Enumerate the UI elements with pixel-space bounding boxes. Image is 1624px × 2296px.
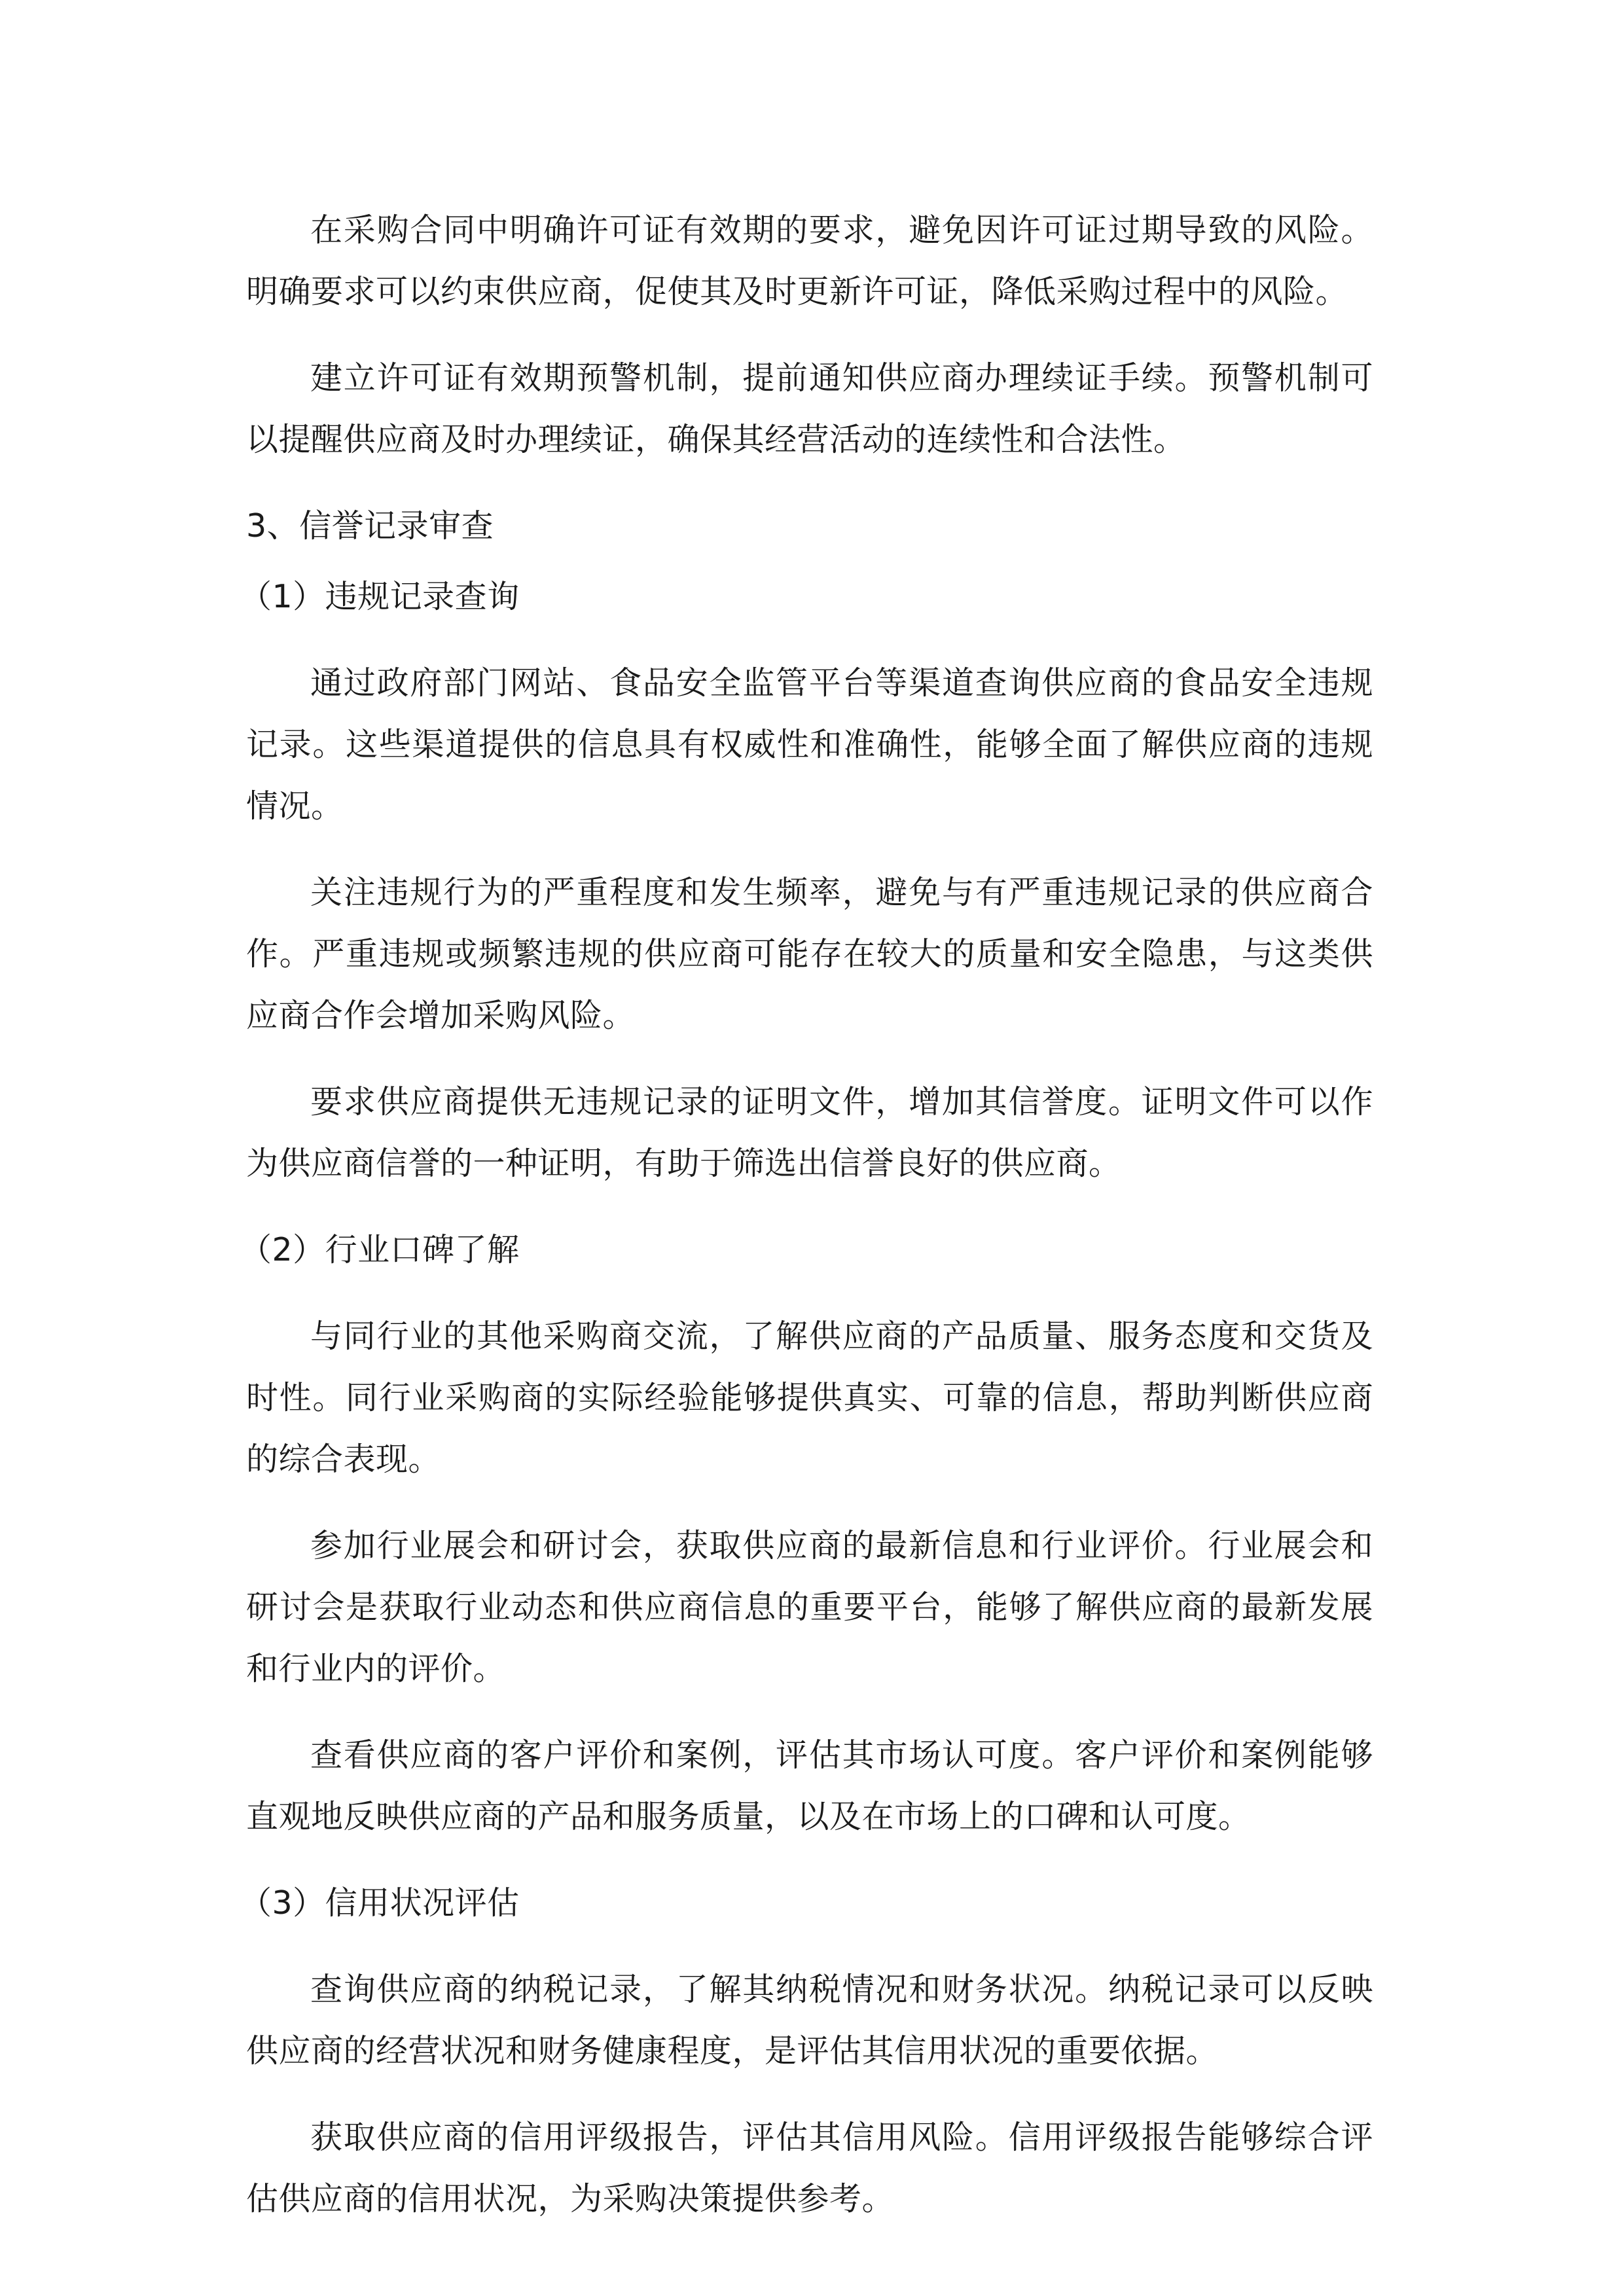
subheading-violation-records: （1）违规记录查询 [240, 578, 520, 615]
section-heading-reputation-review: 3、信誉记录审查 [246, 507, 494, 545]
paragraph-violation-severity: 关注违规行为的严重程度和发生频率，避免与有严重违规记录的供应商合作。严重违规或频繁违规的供应商可能存在较大的质量和安全隐患，与这类供应商合作会增加采购风险。 [246, 874, 1373, 1034]
paragraph-license-warning-mechanism: 建立许可证有效期预警机制，提前通知供应商办理续证手续。预警机制可以提醒供应商及时办理续证，确保其经营活动的连续性和合法性。 [246, 359, 1373, 458]
paragraph-violation-query-channels: 通过政府部门网站、食品安全监管平台等渠道查询供应商的食品安全违规记录。这些渠道提供的信息具有权威性和准确性，能够全面了解供应商的违规情况。 [246, 664, 1373, 825]
paragraph-trade-shows: 参加行业展会和研讨会，获取供应商的最新信息和行业评价。行业展会和研讨会是获取行业动态和供应商信息的重要平台，能够了解供应商的最新发展和行业内的评价。 [246, 1527, 1373, 1687]
subheading-industry-reputation: （2）行业口碑了解 [240, 1231, 520, 1268]
paragraph-license-validity-contract: 在采购合同中明确许可证有效期的要求，避免因许可证过期导致的风险。明确要求可以约束供应商，促使其及时更新许可证，降低采购过程中的风险。 [246, 211, 1373, 310]
paragraph-peer-exchange: 与同行业的其他采购商交流，了解供应商的产品质量、服务态度和交货及时性。同行业采购商的实际经验能够提供真实、可靠的信息，帮助判断供应商的综合表现。 [246, 1318, 1373, 1478]
subheading-credit-assessment: （3）信用状况评估 [240, 1884, 520, 1922]
document-body [240, 200, 1373, 2255]
paragraph-customer-reviews: 查看供应商的客户评价和案例，评估其市场认可度。客户评价和案例能够直观地反映供应商的产品和服务质量，以及在市场上的口碑和认可度。 [246, 1736, 1373, 1835]
paragraph-tax-records: 查询供应商的纳税记录，了解其纳税情况和财务状况。纳税记录可以反映供应商的经营状况和财务健康程度，是评估其信用状况的重要依据。 [246, 1971, 1373, 2070]
paragraph-violation-certificate: 要求供应商提供无违规记录的证明文件，增加其信誉度。证明文件可以作为供应商信誉的一种证明，有助于筛选出信誉良好的供应商。 [246, 1083, 1373, 1182]
paragraph-credit-rating-report: 获取供应商的信用评级报告，评估其信用风险。信用评级报告能够综合评估供应商的信用状况，为采购决策提供参考。 [246, 2119, 1373, 2217]
